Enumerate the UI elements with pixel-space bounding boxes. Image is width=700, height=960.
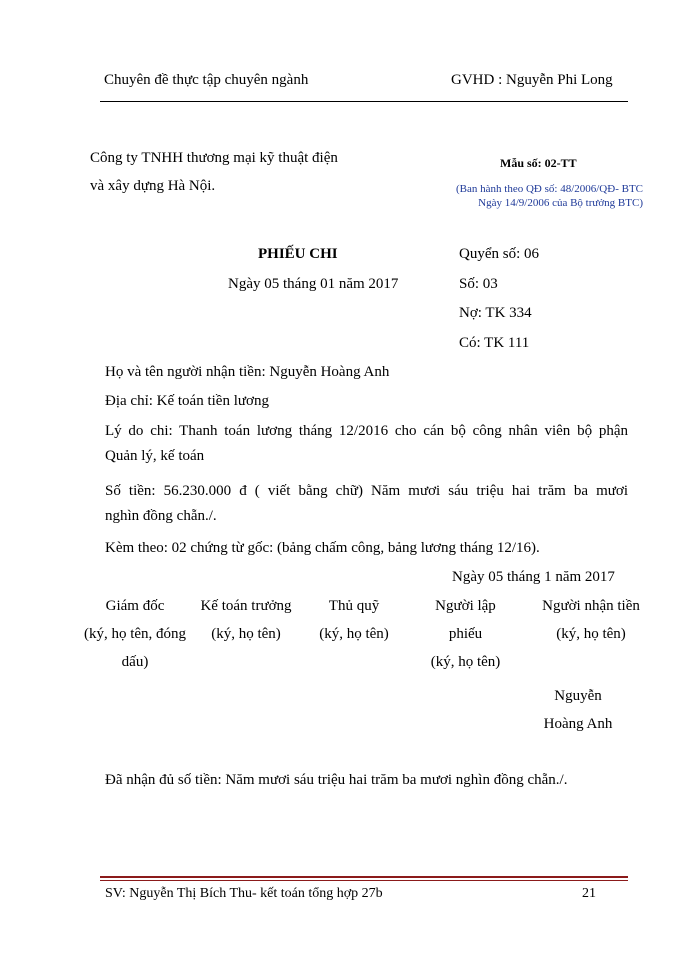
signature-preparer [418, 592, 513, 676]
signature-recipient [532, 592, 650, 648]
amount-line2: nghìn đồng chẵn./. [105, 508, 217, 524]
signature-note: (ký, họ tên, đóng dấu) [83, 626, 187, 670]
signature-role: Người nhận tiền [542, 598, 640, 614]
signature-role: Thủ quỹ [328, 598, 380, 614]
form-code: Mẫu số: 02-TT [500, 156, 577, 170]
signature-note: (ký, họ tên) [319, 626, 389, 642]
header-left: Chuyên đề thực tập chuyên ngành [104, 72, 309, 88]
signature-chief-accountant [200, 592, 292, 648]
reason-line1: Lý do chi: Thanh toán lương tháng 12/2016 cho cán bộ công nhân viên bộ phận [105, 423, 628, 439]
voucher-number: Số: 03 [459, 276, 498, 292]
address-line: Địa chỉ: Kế toán tiền lương [105, 393, 269, 409]
reason-line2: Quản lý, kế toán [105, 448, 205, 464]
header-right: GVHD : Nguyễn Phi Long [451, 72, 613, 88]
book-number: Quyển số: 06 [459, 246, 539, 262]
signature-note: (ký, họ tên) [430, 654, 501, 670]
header-divider [100, 101, 628, 102]
recipient-signed-name: Nguyễn Hoàng Anh [543, 688, 613, 732]
signature-director [70, 592, 200, 676]
amount-line1: Số tiền: 56.230.000 đ ( viết bằng chữ) Năm mươi sáu triệu hai trăm ba mươi [105, 483, 628, 499]
debit-account: Nợ: TK 334 [459, 305, 532, 321]
signature-role: Kế toán trưởng [200, 598, 292, 614]
received-line: Đã nhận đủ số tiền: Năm mươi sáu triệu hai trăm ba mươi nghìn đồng chẵn./. [105, 772, 568, 788]
footer-divider-thick [100, 876, 628, 878]
signature-note: (ký, họ tên) [211, 626, 281, 642]
company-name-line1: Công ty TNHH thương mại kỹ thuật điện [90, 150, 338, 166]
form-basis-line2: Ngày 14/9/2006 của Bộ trưởng BTC) [478, 197, 643, 209]
voucher-title: PHIẾU CHI [258, 246, 338, 262]
voucher-date: Ngày 05 tháng 01 năm 2017 [228, 276, 399, 292]
sign-date: Ngày 05 tháng 1 năm 2017 [452, 569, 615, 585]
signature-cashier [308, 592, 400, 648]
credit-account: Có: TK 111 [459, 335, 530, 351]
form-basis-line1: (Ban hành theo QĐ số: 48/2006/QĐ- BTC [456, 183, 643, 195]
footer-left: SV: Nguyễn Thị Bích Thu- kết toán tổng hợp 27b [105, 886, 383, 901]
page-number: 21 [582, 886, 596, 901]
signature-role: Giám đốc [105, 598, 165, 614]
signature-note: (ký, họ tên) [556, 626, 626, 642]
recipient-line: Họ và tên người nhận tiền: Nguyễn Hoàng Anh [105, 364, 390, 380]
company-name-line2: và xây dựng Hà Nội. [90, 178, 216, 194]
form-basis [456, 182, 643, 210]
footer-divider-thin [100, 880, 628, 881]
attachments-line: Kèm theo: 02 chứng từ gốc: (bảng chấm công, bảng lương tháng 12/16). [105, 540, 540, 556]
signature-role: Người lập phiếu [435, 598, 496, 642]
